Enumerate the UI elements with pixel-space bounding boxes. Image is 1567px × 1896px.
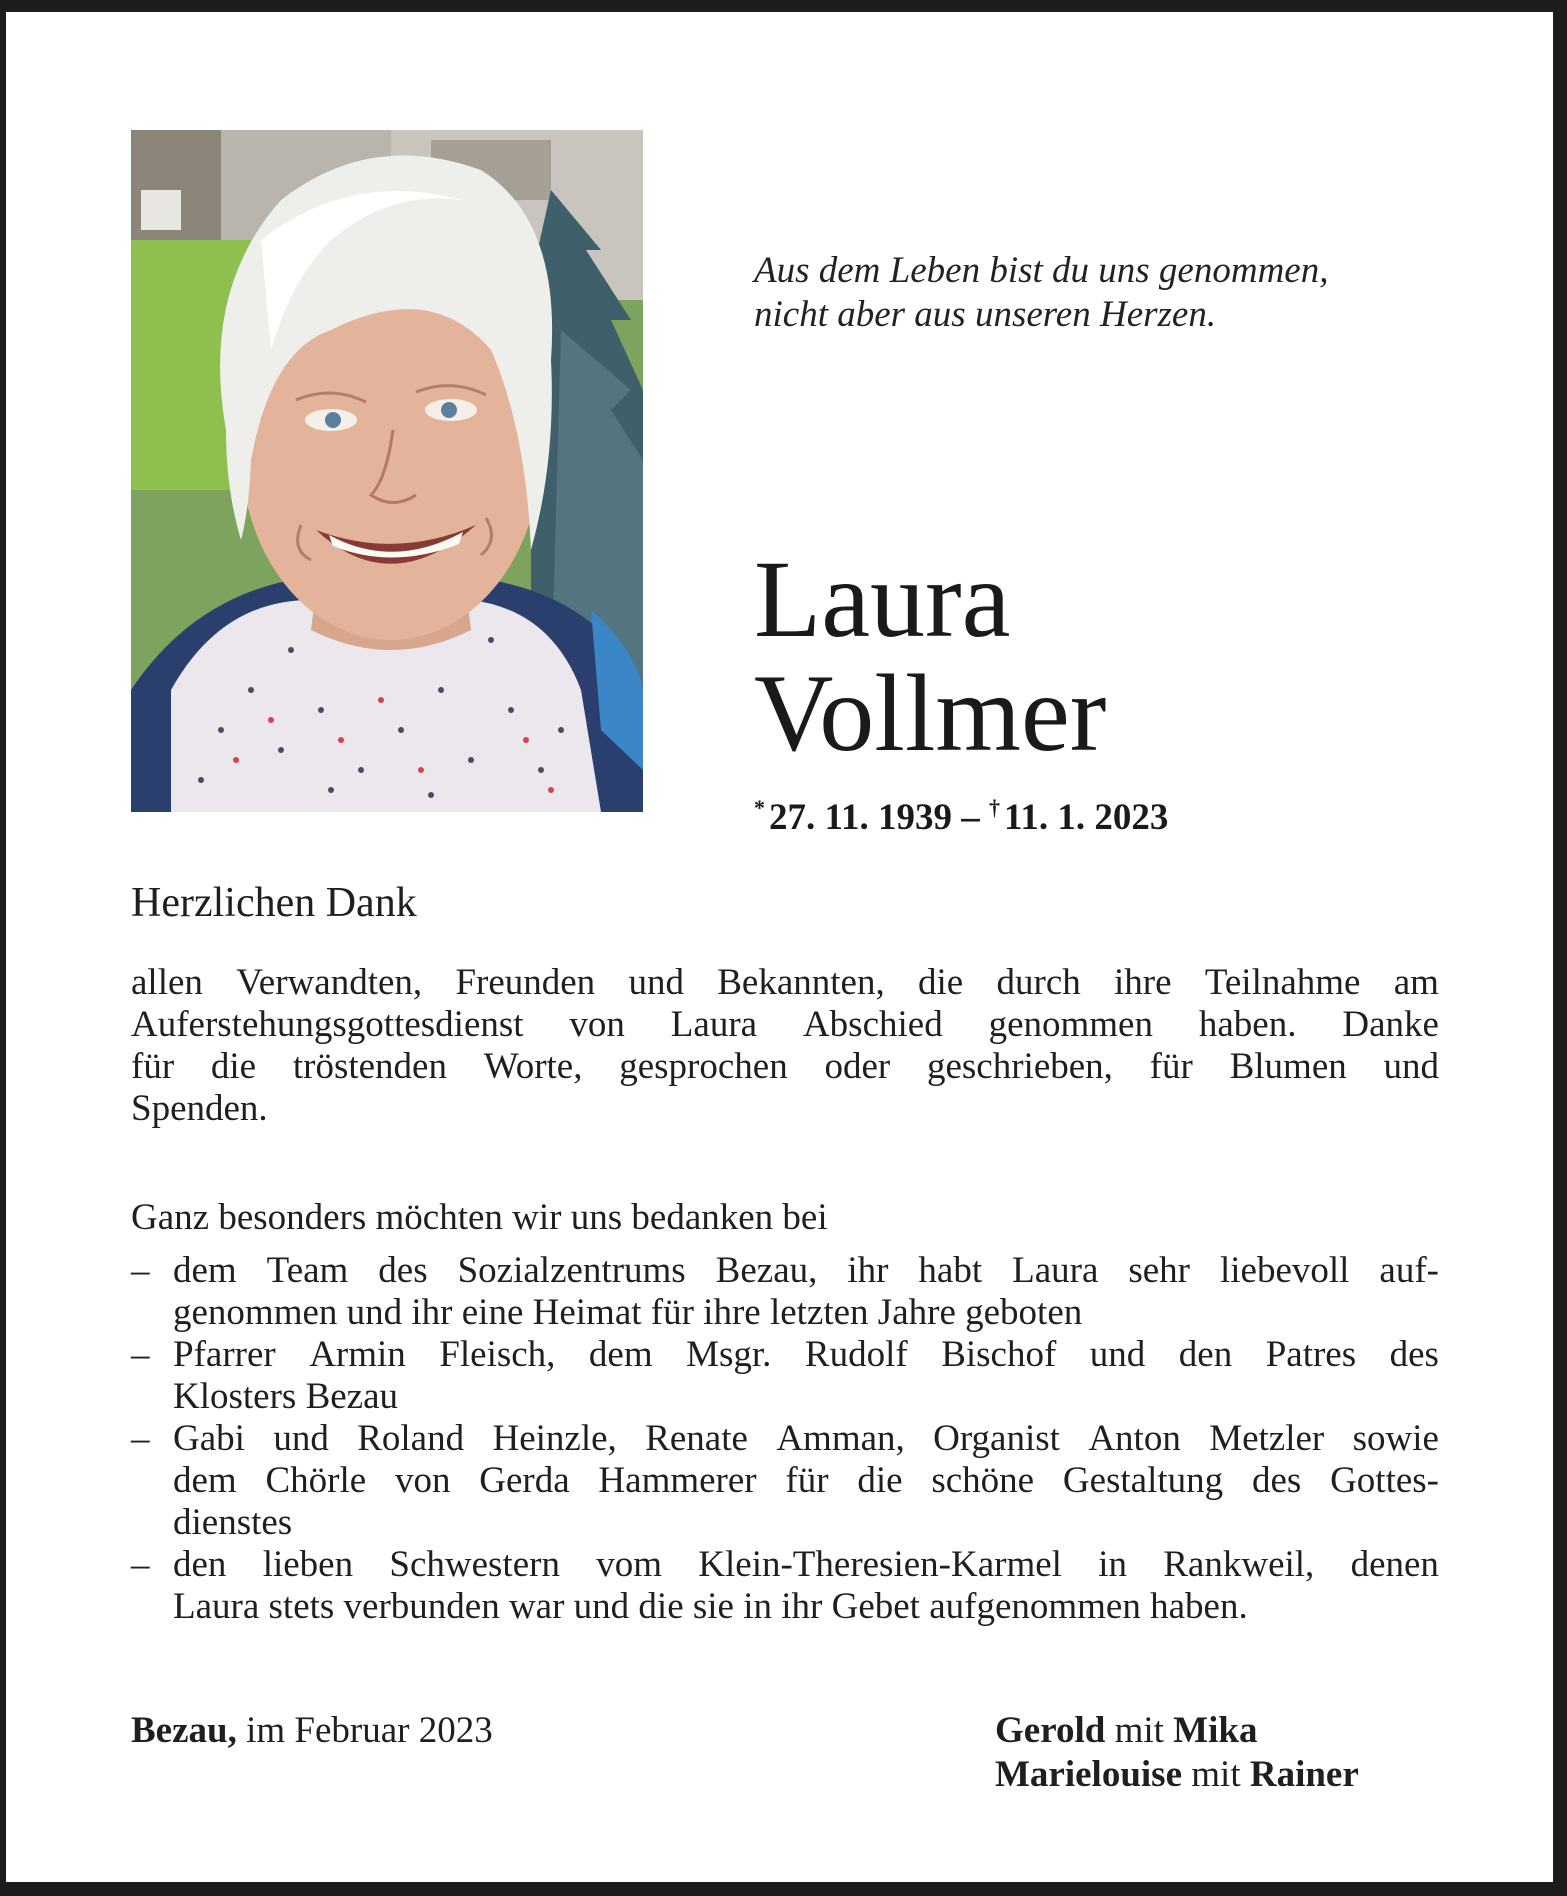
word: ihre	[1114, 962, 1172, 1003]
word: Gestaltung	[1062, 1460, 1224, 1501]
quote-line-2: nicht aber aus unseren Herzen.	[754, 294, 1217, 335]
word: lieben	[262, 1544, 354, 1585]
word: für	[1149, 1046, 1193, 1087]
paragraph-line	[131, 1004, 1439, 1046]
list-item-line: Klosters Bezau	[173, 1376, 399, 1417]
first-name: Laura	[754, 538, 1011, 660]
word: schöne	[931, 1460, 1035, 1501]
word: Renate	[645, 1418, 748, 1459]
last-name: Vollmer	[754, 652, 1107, 774]
word: in	[1098, 1544, 1127, 1585]
place-and-date	[131, 1709, 493, 1753]
word: vom	[596, 1544, 662, 1585]
word: Gabi	[173, 1418, 245, 1459]
word: Schwestern	[389, 1544, 560, 1585]
death-symbol: †	[988, 795, 1000, 820]
word: sehr	[1128, 1250, 1190, 1291]
word: Amman,	[776, 1418, 905, 1459]
word: denen	[1350, 1544, 1439, 1585]
word: Laura	[1012, 1250, 1099, 1291]
list-item-line: Laura stets verbunden war und die sie in ihr Gebet aufgenommen haben.	[173, 1586, 1248, 1627]
word: von	[569, 1004, 625, 1045]
word: Roland	[357, 1418, 465, 1459]
special-thanks-list	[131, 1250, 1439, 1628]
memorial-quote	[754, 249, 1454, 337]
mourner-line	[995, 1709, 1359, 1753]
word: die	[210, 1046, 257, 1087]
mourner-name: Mika	[1173, 1710, 1258, 1751]
word: Rankweil,	[1163, 1544, 1315, 1585]
word: Worte,	[483, 1046, 583, 1087]
list-item-line	[173, 1334, 1439, 1376]
word: haben.	[1198, 1004, 1297, 1045]
thanks-heading: Herzlichen Dank	[131, 880, 417, 926]
word: tröstenden	[292, 1046, 447, 1087]
word: Auferstehungsgottesdienst	[131, 1004, 524, 1045]
word: geschrieben,	[926, 1046, 1113, 1087]
word: Abschied	[802, 1004, 943, 1045]
list-item-line: dienstes	[173, 1502, 293, 1543]
mourner-name: Rainer	[1249, 1754, 1359, 1795]
list-item-line: genommen und ihr eine Heimat für ihre letzten Jahre geboten	[173, 1292, 1083, 1333]
quote-line-1: Aus dem Leben bist du uns genommen,	[754, 250, 1329, 291]
word: Danke	[1342, 1004, 1439, 1045]
word: Msgr.	[686, 1334, 772, 1375]
death-date: 11. 1. 2023	[1003, 797, 1169, 838]
list-item	[131, 1250, 1439, 1334]
mourner-line	[995, 1753, 1359, 1797]
thanks-paragraph	[131, 962, 1439, 1130]
list-dash: –	[131, 1418, 150, 1459]
list-item	[131, 1334, 1439, 1418]
word: die	[918, 962, 964, 1003]
word: des	[1389, 1334, 1439, 1375]
word: Metzler	[1209, 1418, 1325, 1459]
word: Gottes-	[1330, 1460, 1439, 1501]
list-dash: –	[131, 1544, 150, 1585]
mourner-name: Marielouise	[995, 1754, 1183, 1795]
list-item-line	[173, 1460, 1439, 1502]
paragraph-line	[131, 1046, 1439, 1088]
word: Anton	[1088, 1418, 1181, 1459]
word: für	[131, 1046, 175, 1087]
word: ihr	[847, 1250, 889, 1291]
list-item-line	[173, 1250, 1439, 1292]
birth-symbol: *	[754, 795, 765, 820]
word: und	[273, 1418, 329, 1459]
word: Freunden	[455, 962, 596, 1003]
word: Patres	[1265, 1334, 1357, 1375]
word: durch	[996, 962, 1081, 1003]
word: Teilnahme	[1204, 962, 1361, 1003]
portrait-photo	[131, 130, 643, 812]
list-item-line	[173, 1418, 1439, 1460]
special-thanks-intro: Ganz besonders möchten wir uns bedanken bei	[131, 1197, 828, 1238]
word: die	[857, 1460, 903, 1501]
word: Sozialzentrums	[457, 1250, 686, 1291]
word: Armin	[309, 1334, 406, 1375]
word: Pfarrer	[173, 1334, 276, 1375]
word: auf-	[1379, 1250, 1439, 1291]
word: des	[1251, 1460, 1302, 1501]
word: Verwandten,	[236, 962, 423, 1003]
life-dates	[754, 786, 1168, 840]
word: Klein-Theresien-Karmel	[698, 1544, 1062, 1585]
word: Blumen	[1229, 1046, 1347, 1087]
word: und	[628, 962, 684, 1003]
list-dash: –	[131, 1250, 150, 1291]
word: den	[1178, 1334, 1233, 1375]
paragraph-line	[131, 962, 1439, 1004]
mourner-name: Gerold	[995, 1710, 1106, 1751]
word: gesprochen	[619, 1046, 788, 1087]
word: genommen	[988, 1004, 1153, 1045]
word: Bekannten,	[717, 962, 885, 1003]
word: von	[394, 1460, 451, 1501]
word: Gerda	[479, 1460, 570, 1501]
word: Fleisch,	[439, 1334, 556, 1375]
paragraph-line: Spenden.	[131, 1088, 268, 1129]
word: am	[1393, 962, 1439, 1003]
deceased-name	[754, 538, 1107, 774]
word: dem	[588, 1334, 653, 1375]
list-dash: –	[131, 1334, 150, 1375]
word: Bischof	[941, 1334, 1057, 1375]
mourner-connector: mit	[1105, 1710, 1174, 1751]
word: für	[785, 1460, 829, 1501]
word: sowie	[1352, 1418, 1439, 1459]
word: Heinzle,	[492, 1418, 617, 1459]
word: dem	[173, 1460, 237, 1501]
word: habt	[918, 1250, 983, 1291]
word: und	[1089, 1334, 1146, 1375]
word: allen	[131, 962, 203, 1003]
mourners-signature	[995, 1709, 1359, 1797]
word: liebevoll	[1219, 1250, 1350, 1291]
list-item-line	[173, 1544, 1439, 1586]
date: im Februar 2023	[246, 1710, 493, 1751]
word: und	[1383, 1046, 1439, 1087]
word: Rudolf	[804, 1334, 908, 1375]
word: dem	[173, 1250, 237, 1291]
list-item	[131, 1544, 1439, 1628]
word: Chörle	[265, 1460, 367, 1501]
mourner-connector: mit	[1182, 1754, 1250, 1795]
word: oder	[824, 1046, 891, 1087]
place: Bezau,	[131, 1710, 237, 1751]
word: Organist	[933, 1418, 1060, 1459]
word: Team	[266, 1250, 349, 1291]
word: Laura	[670, 1004, 758, 1045]
word: Hammerer	[598, 1460, 757, 1501]
list-item	[131, 1418, 1439, 1544]
birth-date: 27. 11. 1939	[769, 797, 952, 838]
word: Bezau,	[715, 1250, 818, 1291]
date-separator: –	[951, 797, 989, 838]
word: des	[378, 1250, 428, 1291]
word: den	[173, 1544, 227, 1585]
